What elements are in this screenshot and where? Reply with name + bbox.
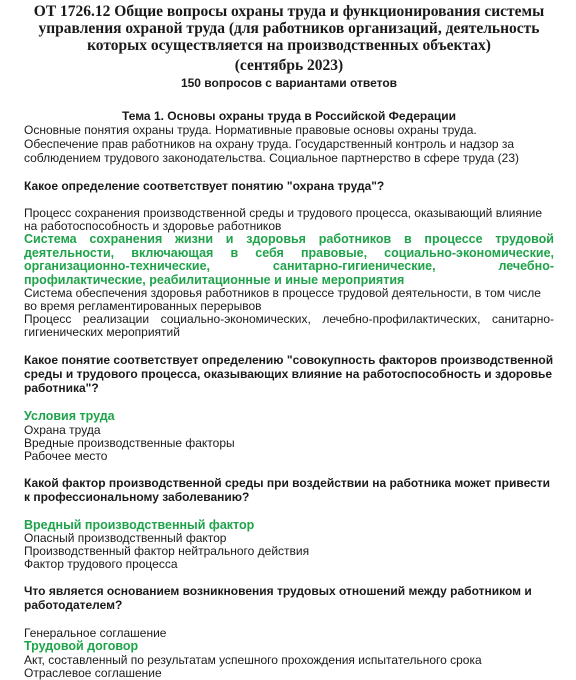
- answer-list: [24, 410, 554, 463]
- question-block-1: [24, 179, 554, 339]
- question-block-4: [24, 584, 554, 680]
- answer-option: Рабочее место: [24, 448, 108, 463]
- answer-option-correct: Вредный производственный фактор: [24, 517, 255, 532]
- answer-option-correct: Трудовой договор: [24, 639, 139, 653]
- answer-option: Производственный фактор нейтрального действия: [24, 544, 310, 558]
- document-subtitle: 150 вопросов с вариантами ответов: [180, 76, 398, 90]
- answer-list: [24, 627, 554, 680]
- answer-option-correct: Система сохранения жизни и здоровья работников в процессе трудовой деятельности, включающая в себя правовые, социально-экономические, организационно-технические, санитарно-гигиенические, лечебно-профилактические, реабилитационные и иные мероприятия: [24, 232, 554, 287]
- question-text: Какое понятие соответствует определению "совокупность факторов производственной среды и трудового процесса, оказывающих влияние на работоспособность и здоровье работника"?: [24, 353, 554, 395]
- question-block-2: [24, 353, 554, 463]
- answer-option: Система обеспечения здоровья работников в процессе трудовой деятельности, в том числе во время регламентированных перерывов: [24, 286, 541, 313]
- topic-title: Тема 1. Основы охраны труда в Российской Федерации: [121, 109, 457, 123]
- topic-description: Основные понятия охраны труда. Нормативные правовые основы охраны труда. Обеспечение прав работников на охрану труда. Государственный контроль и надзор за соблюдением трудового законодательства. Социальное партнерство в сфере труда (23): [24, 123, 520, 165]
- document-date: (сентябрь 2023): [234, 57, 344, 74]
- answer-option: Процесс реализации социально-экономических, лечебно-профилактических, санитарно-гигиенических мероприятий: [24, 312, 554, 339]
- answer-option: Вредные производственные факторы: [24, 435, 235, 450]
- answer-option: Акт, составленный по результатам успешного прохождения испытательного срока: [24, 652, 482, 667]
- answer-option: Генеральное соглашение: [24, 626, 167, 640]
- answer-list: [24, 519, 554, 572]
- answer-option: Охрана труда: [24, 422, 101, 437]
- answer-list: [24, 207, 554, 339]
- answer-option-correct: Условия труда: [24, 409, 115, 423]
- answer-option: Процесс сохранения производственной среды и трудового процесса, оказывающий влияние на работоспособность и здоровье работников: [24, 206, 542, 233]
- question-text: Какой фактор производственной среды при воздействии на работника может привести к профессиональному заболеванию?: [24, 475, 551, 504]
- document-title: ОТ 1726.12 Общие вопросы охраны труда и функционирования системы управления охраной труда (для работников организаций, деятельность которых осуществляется на производственных объектах): [33, 3, 545, 54]
- answer-option: Отраслевое соглашение: [24, 665, 162, 680]
- question-text: Какое определение соответствует понятию "охрана труда"?: [24, 179, 385, 193]
- question-block-3: [24, 476, 554, 572]
- answer-option: Фактор трудового процесса: [24, 557, 178, 571]
- question-text: Что является основанием возникновения трудовых отношений между работником и работодателем?: [24, 584, 532, 612]
- answer-option: Опасный производственный фактор: [24, 531, 227, 545]
